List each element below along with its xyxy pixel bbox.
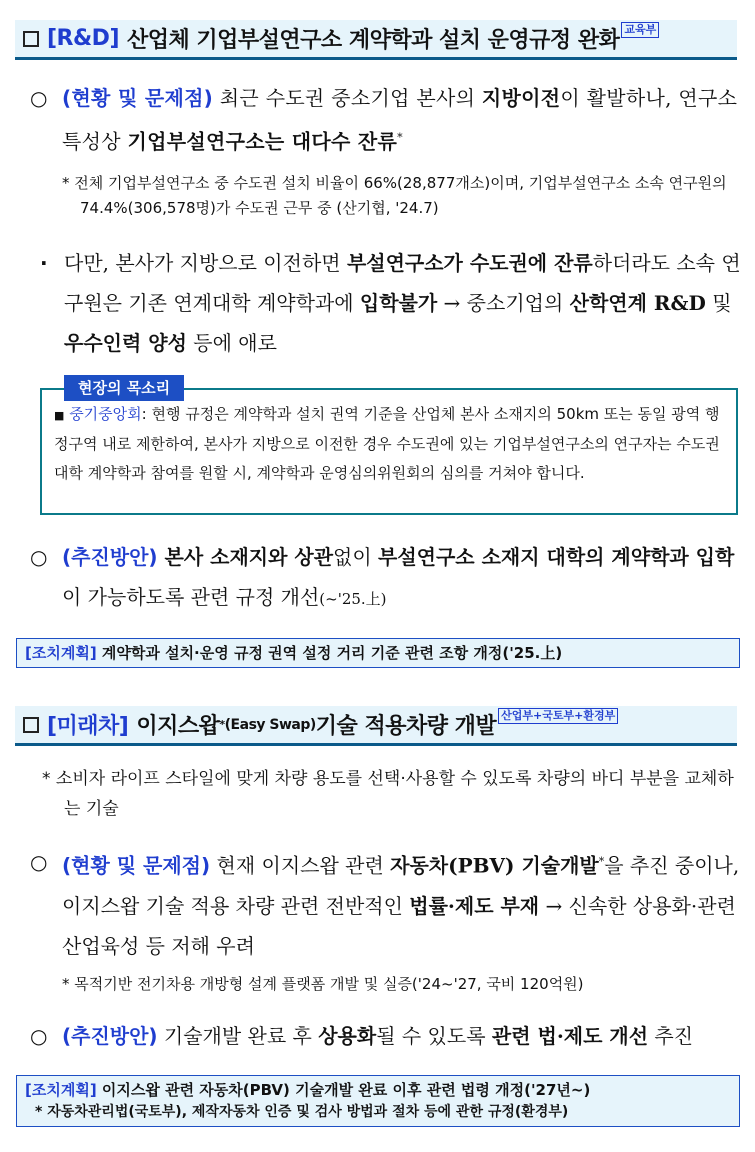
plan-label: (추진방안) (62, 1024, 158, 1048)
section-1-plan-bullet (30, 537, 742, 619)
section-2-title: 이지스왑 (136, 714, 220, 739)
plan-text-1: 기술개발 완료 후 (157, 1024, 319, 1048)
detail-text-5: 등에 애로 (186, 331, 277, 355)
section-2-action-plan (16, 1075, 740, 1127)
section-2-tag: [미래차] (47, 714, 129, 739)
section-1-detail-bullet (40, 243, 742, 363)
detail-bold-2: 입학불가 (359, 291, 438, 315)
status-label: (현황 및 문제점) (62, 86, 214, 110)
plan-text-3: 추진 (648, 1024, 694, 1048)
action-plan-subnote: * 자동차관리법(국토부), 제작자동차 인증 및 검사 방법과 절차 등에 관한 규정(환경부) (35, 1104, 569, 1120)
circle-bullet-icon: ○ (30, 1024, 48, 1048)
field-voice-body (54, 400, 726, 488)
section-1-footnote: * 전체 기업부설연구소 중 수도권 설치 비율이 66%(28,877개소)이며, 기업부설연구소 소속 연구원의 74.4%(306,578명)가 수도권 근무 중 (산기협, '24.7) (62, 174, 727, 217)
plan-text-2: 될 수 있도록 (376, 1024, 492, 1048)
action-plan-text: 이지스왑 관련 자동차(PBV) 기술개발 완료 이후 관련 법령 개정('27년~) (96, 1081, 591, 1099)
section-2-title-paren: (Easy Swap) (224, 716, 316, 733)
status-text-1: 최근 수도권 중소기업 본사의 (213, 86, 482, 110)
checkbox-square-icon (23, 31, 39, 47)
status-label: (현황 및 문제점) (62, 853, 211, 878)
footnote-marker: * (397, 131, 403, 144)
square-bullet-icon: ■ (54, 409, 65, 422)
section-1-ministry-badge: 교육부 (621, 22, 659, 38)
circle-bullet-icon: ○ (30, 86, 48, 110)
action-plan-label: [조치계획] (25, 644, 97, 662)
plan-text-2: 이 가능하도록 관련 규정 개선 (62, 585, 320, 609)
status-bold-2: 법률·제도 부재 (409, 893, 540, 918)
detail-text-4: 및 (705, 291, 732, 315)
dot-bullet-icon: · (40, 251, 48, 275)
section-2-footnote: * 목적기반 전기차용 개방형 설계 플랫폼 개발 및 실증('24~'27, 국비 120억원) (62, 975, 584, 993)
field-voice-org: 중기중앙회 (69, 405, 142, 423)
action-plan-label: [조치계획] (25, 1081, 97, 1099)
status-bold-1: 자동차(PBV) 기술개발 (390, 853, 599, 878)
detail-text-1: 다만, 본사가 지방으로 이전하면 (64, 251, 347, 275)
section-2-ministry-badge: 산업부+국토부+환경부 (498, 708, 618, 724)
section-1-title: 산업체 기업부설연구소 계약학과 설치 운영규정 완화 (127, 28, 620, 53)
section-2-title-sup: * (219, 718, 225, 731)
status-text-2: 을 추진 중이나, 이지스왑 기술 적용 차량 관련 전반적인 (62, 853, 740, 918)
section-2-status-bullet (30, 842, 742, 966)
section-2-definition-note: * 소비자 라이프 스타일에 맞게 차량 용도를 선택·사용할 수 있도록 차량의 바디 부분을 교체하는 기술 (42, 769, 734, 819)
circle-bullet-icon: ○ (30, 850, 48, 874)
plan-bold-1: 상용화 (318, 1024, 377, 1048)
section-1-status-bullet (30, 78, 742, 162)
status-bold-2: 기업부설연구소는 대다수 잔류 (127, 129, 398, 154)
plan-bold-2: 관련 법·제도 개선 (491, 1024, 649, 1048)
status-text-3: → 신속한 상용화·관련 산업육성 등 저해 우려 (62, 893, 736, 958)
field-voice-box (40, 379, 738, 515)
plan-bold-1: 본사 소재지와 상관 (157, 545, 334, 569)
section-1-header (15, 20, 737, 60)
detail-text-3: → 중소기업의 (437, 291, 570, 315)
plan-text-1: 없이 (333, 545, 379, 569)
footnote-marker: * (598, 855, 605, 868)
field-voice-title: 현장의 목소리 (64, 375, 184, 401)
status-text-2: 이 활발하나, 연구소 특성상 (62, 86, 738, 154)
detail-bold-1: 부설연구소가 수도권에 잔류 (346, 251, 593, 275)
plan-schedule: (~'25.上) (319, 590, 387, 608)
section-2-title-rest: 기술 적용차량 개발 (315, 714, 497, 739)
action-plan-text: 계약학과 설치·운영 규정 권역 설정 거리 기준 관련 조항 개정('25.上) (96, 644, 563, 662)
field-voice-text: : 현행 규정은 계약학과 설치 권역 기준을 산업체 본사 소재지의 50km 또는 동일 광역 행정구역 내로 제한하여, 본사가 지방으로 이전한 경우 수도권에 있는 기업부설연구소의 연구자는 수도권 대학 계약학과 참여를 원할 시, 계약학과 운영심의위원회의 심의를 거쳐야 합니다. (54, 405, 720, 482)
section-1-tag: [R&D] (47, 26, 119, 51)
detail-bold-4: 우수인력 양성 (64, 331, 187, 355)
circle-bullet-icon: ○ (30, 545, 48, 569)
status-bold-1: 지방이전 (481, 86, 561, 110)
plan-bold-2: 부설연구소 소재지 대학의 계약학과 입학 (378, 545, 735, 569)
section-1-action-plan (16, 638, 740, 668)
checkbox-square-icon (23, 717, 39, 733)
detail-bold-3: 산학연계 R&D (569, 291, 706, 315)
plan-label: (추진방안) (62, 545, 158, 569)
section-2-header (15, 706, 737, 746)
status-text-1: 현재 이지스왑 관련 (210, 853, 391, 878)
detail-text-2: 하더라도 소속 연구원은 기존 연계대학 계약학과에 (64, 251, 741, 315)
section-2-plan-bullet (30, 1016, 742, 1056)
